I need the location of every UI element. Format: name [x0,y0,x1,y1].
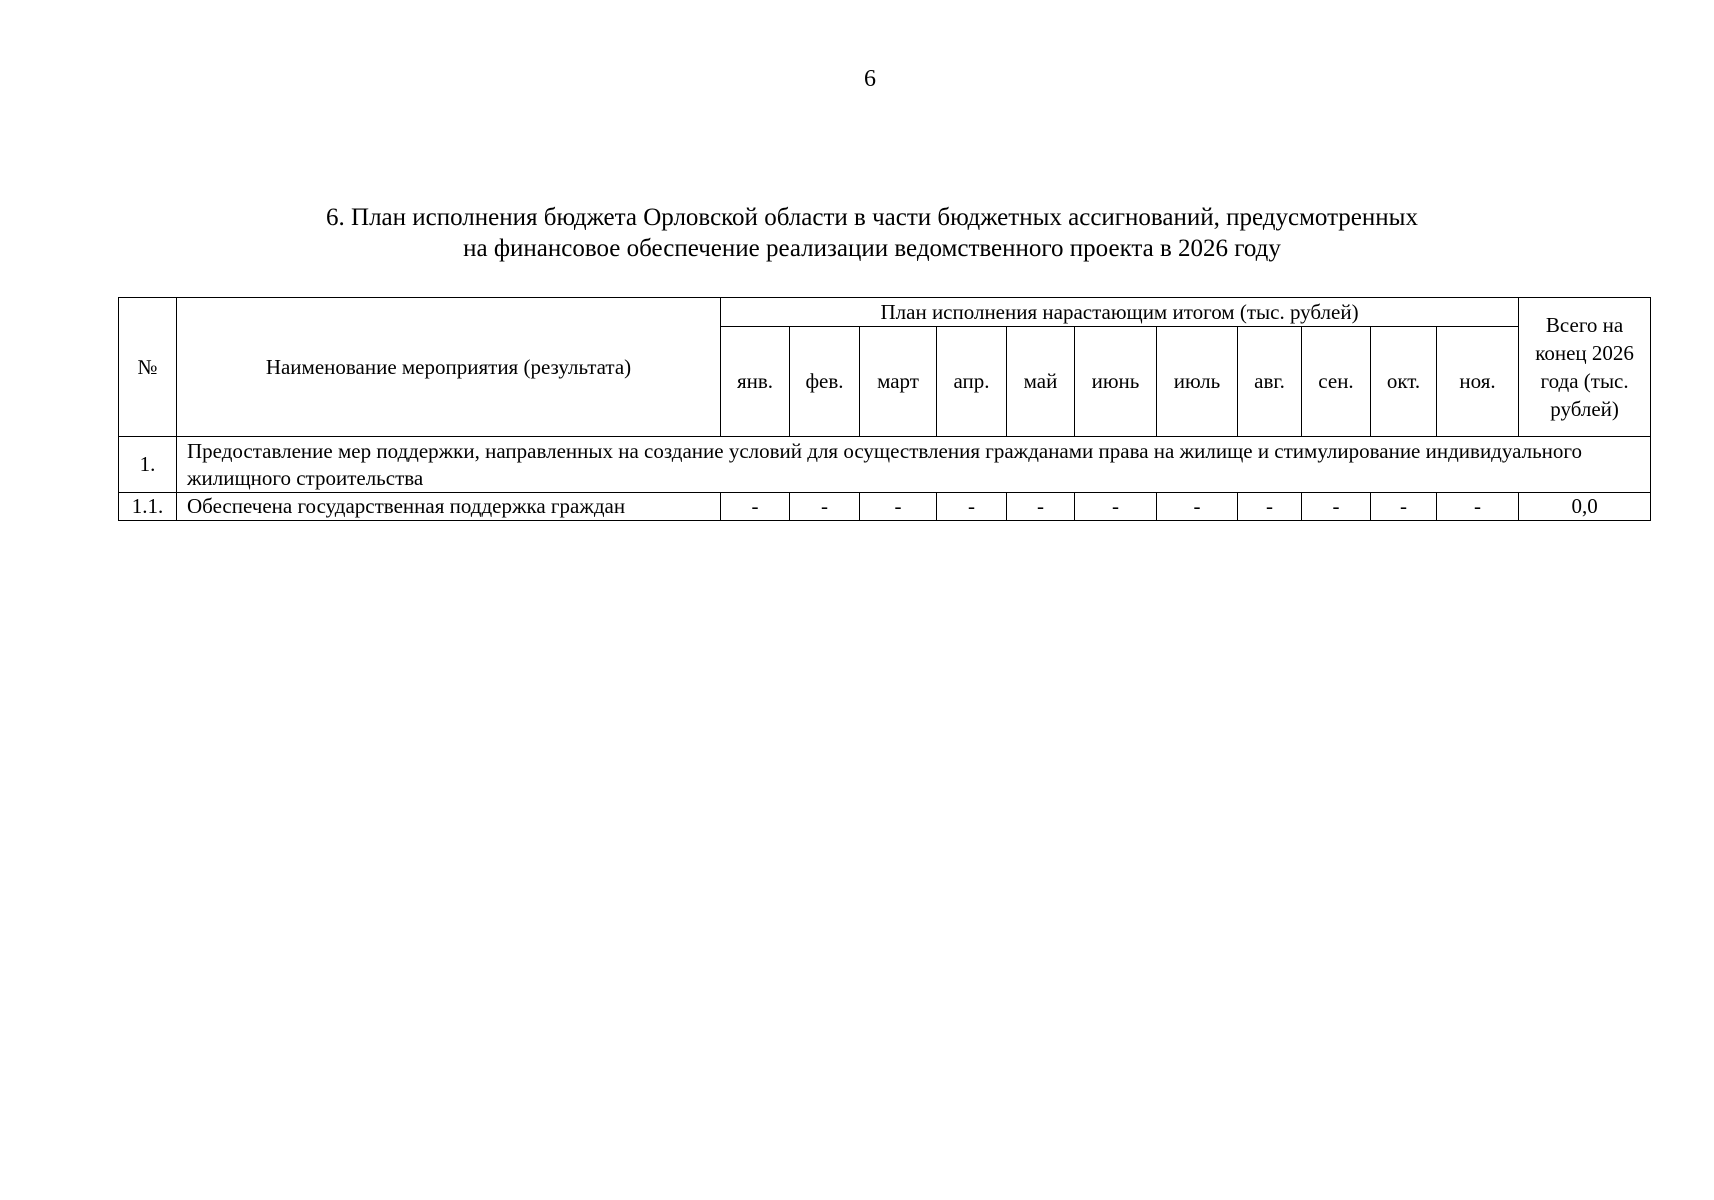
item-value-feb: - [790,493,860,521]
month-header-apr: апр. [937,327,1007,437]
month-header-aug: авг. [1238,327,1302,437]
item-total: 0,0 [1519,493,1651,521]
page-number: 6 [864,66,876,92]
month-header-jul: июль [1157,327,1238,437]
title-line-1: 6. План исполнения бюджета Орловской области в части бюджетных ассигнований, предусмотренных [326,204,1418,231]
section-number: 1. [119,437,177,493]
total-column-header: Всего на конец 2026 года (тыс. рублей) [1519,298,1651,437]
header-row-top [119,298,1651,327]
month-header-mar: март [860,327,937,437]
item-value-jan: - [721,493,790,521]
budget-plan-table [118,297,1651,521]
item-value-jun: - [1075,493,1157,521]
plan-header: План исполнения нарастающим итогом (тыс. рублей) [721,298,1519,327]
item-value-may: - [1007,493,1075,521]
month-header-oct: окт. [1371,327,1437,437]
table-row [119,493,1651,521]
name-column-header: Наименование мероприятия (результата) [177,298,721,437]
month-header-jun: июнь [1075,327,1157,437]
section-name: Предоставление мер поддержки, направленных на создание условий для осуществления гражданами права на жилище и стимулирование индивидуального жилищного строительства [177,437,1651,493]
month-header-sep: сен. [1302,327,1371,437]
item-value-mar: - [860,493,937,521]
item-value-aug: - [1238,493,1302,521]
month-header-may: май [1007,327,1075,437]
month-header-nov: ноя. [1437,327,1519,437]
number-column-header: № [119,298,177,437]
month-header-jan: янв. [721,327,790,437]
item-value-oct: - [1371,493,1437,521]
title-line-2: на финансовое обеспечение реализации ведомственного проекта в 2026 году [463,235,1281,262]
item-value-nov: - [1437,493,1519,521]
item-number: 1.1. [119,493,177,521]
table-row-section [119,437,1651,493]
item-value-sep: - [1302,493,1371,521]
item-value-apr: - [937,493,1007,521]
month-header-feb: фев. [790,327,860,437]
item-value-jul: - [1157,493,1238,521]
document-title [0,202,1714,264]
item-name: Обеспечена государственная поддержка граждан [177,493,721,521]
